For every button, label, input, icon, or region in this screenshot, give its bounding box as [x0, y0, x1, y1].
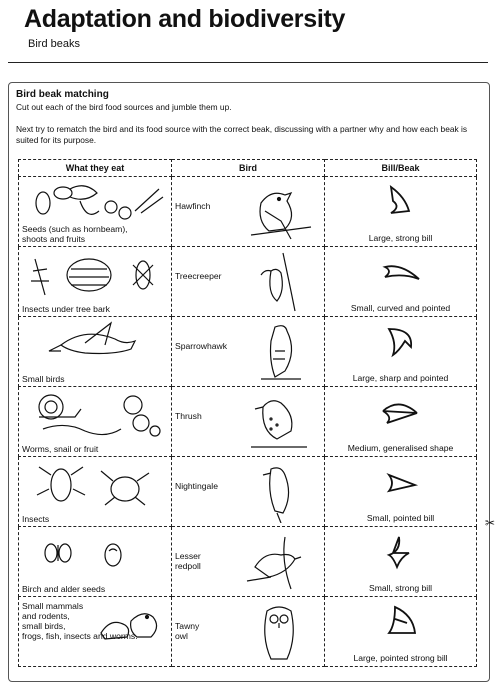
food-cell[interactable] — [19, 247, 172, 317]
lesser-redpoll-icon — [241, 531, 316, 593]
bird-cell[interactable] — [172, 597, 325, 667]
small-pointed-beak-icon — [379, 463, 423, 503]
tawny-owl-icon — [241, 601, 316, 663]
food-label: Birch and alder seeds — [22, 584, 106, 594]
bird-name: Tawny owl — [175, 621, 200, 641]
beak-cell[interactable] — [325, 177, 477, 247]
beak-description: Large, pointed strong bill — [353, 653, 448, 663]
sparrowhawk-icon — [241, 321, 316, 383]
bark-insects-icon — [25, 251, 165, 301]
activity-title: Bird beak matching — [16, 89, 109, 100]
food-label: Seeds (such as hornbeam), shoots and fruits — [22, 224, 128, 244]
food-cell[interactable] — [19, 457, 172, 527]
header-bill-beak: Bill/Beak — [325, 160, 477, 177]
beak-cell[interactable] — [325, 317, 477, 387]
table-row — [19, 317, 477, 387]
small-strong-beak-icon — [379, 533, 423, 573]
bird-name: Nightingale — [175, 481, 218, 491]
beak-description: Small, curved and pointed — [350, 303, 451, 313]
beak-matching-table — [18, 159, 477, 667]
birch-alder-seeds-icon — [25, 531, 165, 581]
beak-cell[interactable] — [325, 527, 477, 597]
food-cell[interactable] — [19, 387, 172, 457]
treecreeper-icon — [241, 251, 316, 313]
small-bird-icon — [25, 321, 165, 371]
large-strong-beak-icon — [379, 183, 423, 223]
table-row — [19, 527, 477, 597]
header-bird: Bird — [172, 160, 325, 177]
bird-name: Lesser redpoll — [175, 551, 201, 571]
bird-name: Hawfinch — [175, 201, 211, 211]
table-header-row — [19, 160, 477, 177]
beak-cell[interactable] — [325, 387, 477, 457]
bird-name: Thrush — [175, 411, 202, 421]
table-row — [19, 597, 477, 667]
beak-description: Large, strong bill — [368, 233, 433, 243]
food-label: Worms, snail or fruit — [22, 444, 99, 454]
nightingale-icon — [241, 461, 316, 523]
food-label: Small mammals and rodents, small birds, frogs, fish, insects and worms. — [22, 601, 138, 641]
page-title: Adaptation and biodiversity — [24, 5, 346, 33]
food-label: Small birds — [22, 374, 65, 384]
table-row — [19, 247, 477, 317]
page-header — [8, 0, 488, 63]
header-what-they-eat: What they eat — [19, 160, 172, 177]
scissors-icon: ✂ — [485, 516, 495, 530]
beak-description: Small, pointed bill — [366, 513, 435, 523]
food-cell[interactable] — [19, 527, 172, 597]
food-cell[interactable] — [19, 177, 172, 247]
bird-cell[interactable] — [172, 527, 325, 597]
bird-name: Treecreeper — [175, 271, 222, 281]
beak-description: Medium, generalised shape — [347, 443, 454, 453]
mammals-frogs-icon — [91, 603, 167, 647]
food-label: Insects under tree bark — [22, 304, 110, 314]
large-pointed-strong-beak-icon — [379, 603, 423, 643]
table-row — [19, 177, 477, 247]
generalised-beak-icon — [379, 393, 423, 433]
hawfinch-icon — [241, 181, 316, 243]
bird-cell[interactable] — [172, 247, 325, 317]
thrush-icon — [241, 391, 316, 453]
beak-cell[interactable] — [325, 457, 477, 527]
bird-cell[interactable] — [172, 177, 325, 247]
table-row — [19, 457, 477, 527]
bird-cell[interactable] — [172, 317, 325, 387]
food-label: Insects — [22, 514, 50, 524]
food-cell[interactable] — [19, 317, 172, 387]
beak-cell[interactable] — [325, 247, 477, 317]
activity-panel — [8, 82, 490, 682]
curved-pointed-beak-icon — [379, 253, 423, 293]
food-cell[interactable] — [19, 597, 172, 667]
bird-name: Sparrowhawk — [175, 341, 228, 351]
bird-cell[interactable] — [172, 387, 325, 457]
beetles-icon — [25, 461, 165, 511]
beak-cell[interactable] — [325, 597, 477, 667]
instruction-match: Next try to rematch the bird and its food source with the correct beak, discussing with a partner why and how each beak is suited for its purpose. — [16, 124, 468, 145]
instruction-cut: Cut out each of the bird food sources and jumble them up. — [16, 102, 232, 112]
page-subtitle: Bird beaks — [28, 38, 80, 50]
sharp-hooked-beak-icon — [379, 323, 423, 363]
bird-cell[interactable] — [172, 457, 325, 527]
beak-description: Small, strong bill — [368, 583, 433, 593]
beak-description: Large, sharp and pointed — [352, 373, 449, 383]
snail-worm-fruit-icon — [25, 391, 165, 441]
table-row — [19, 387, 477, 457]
